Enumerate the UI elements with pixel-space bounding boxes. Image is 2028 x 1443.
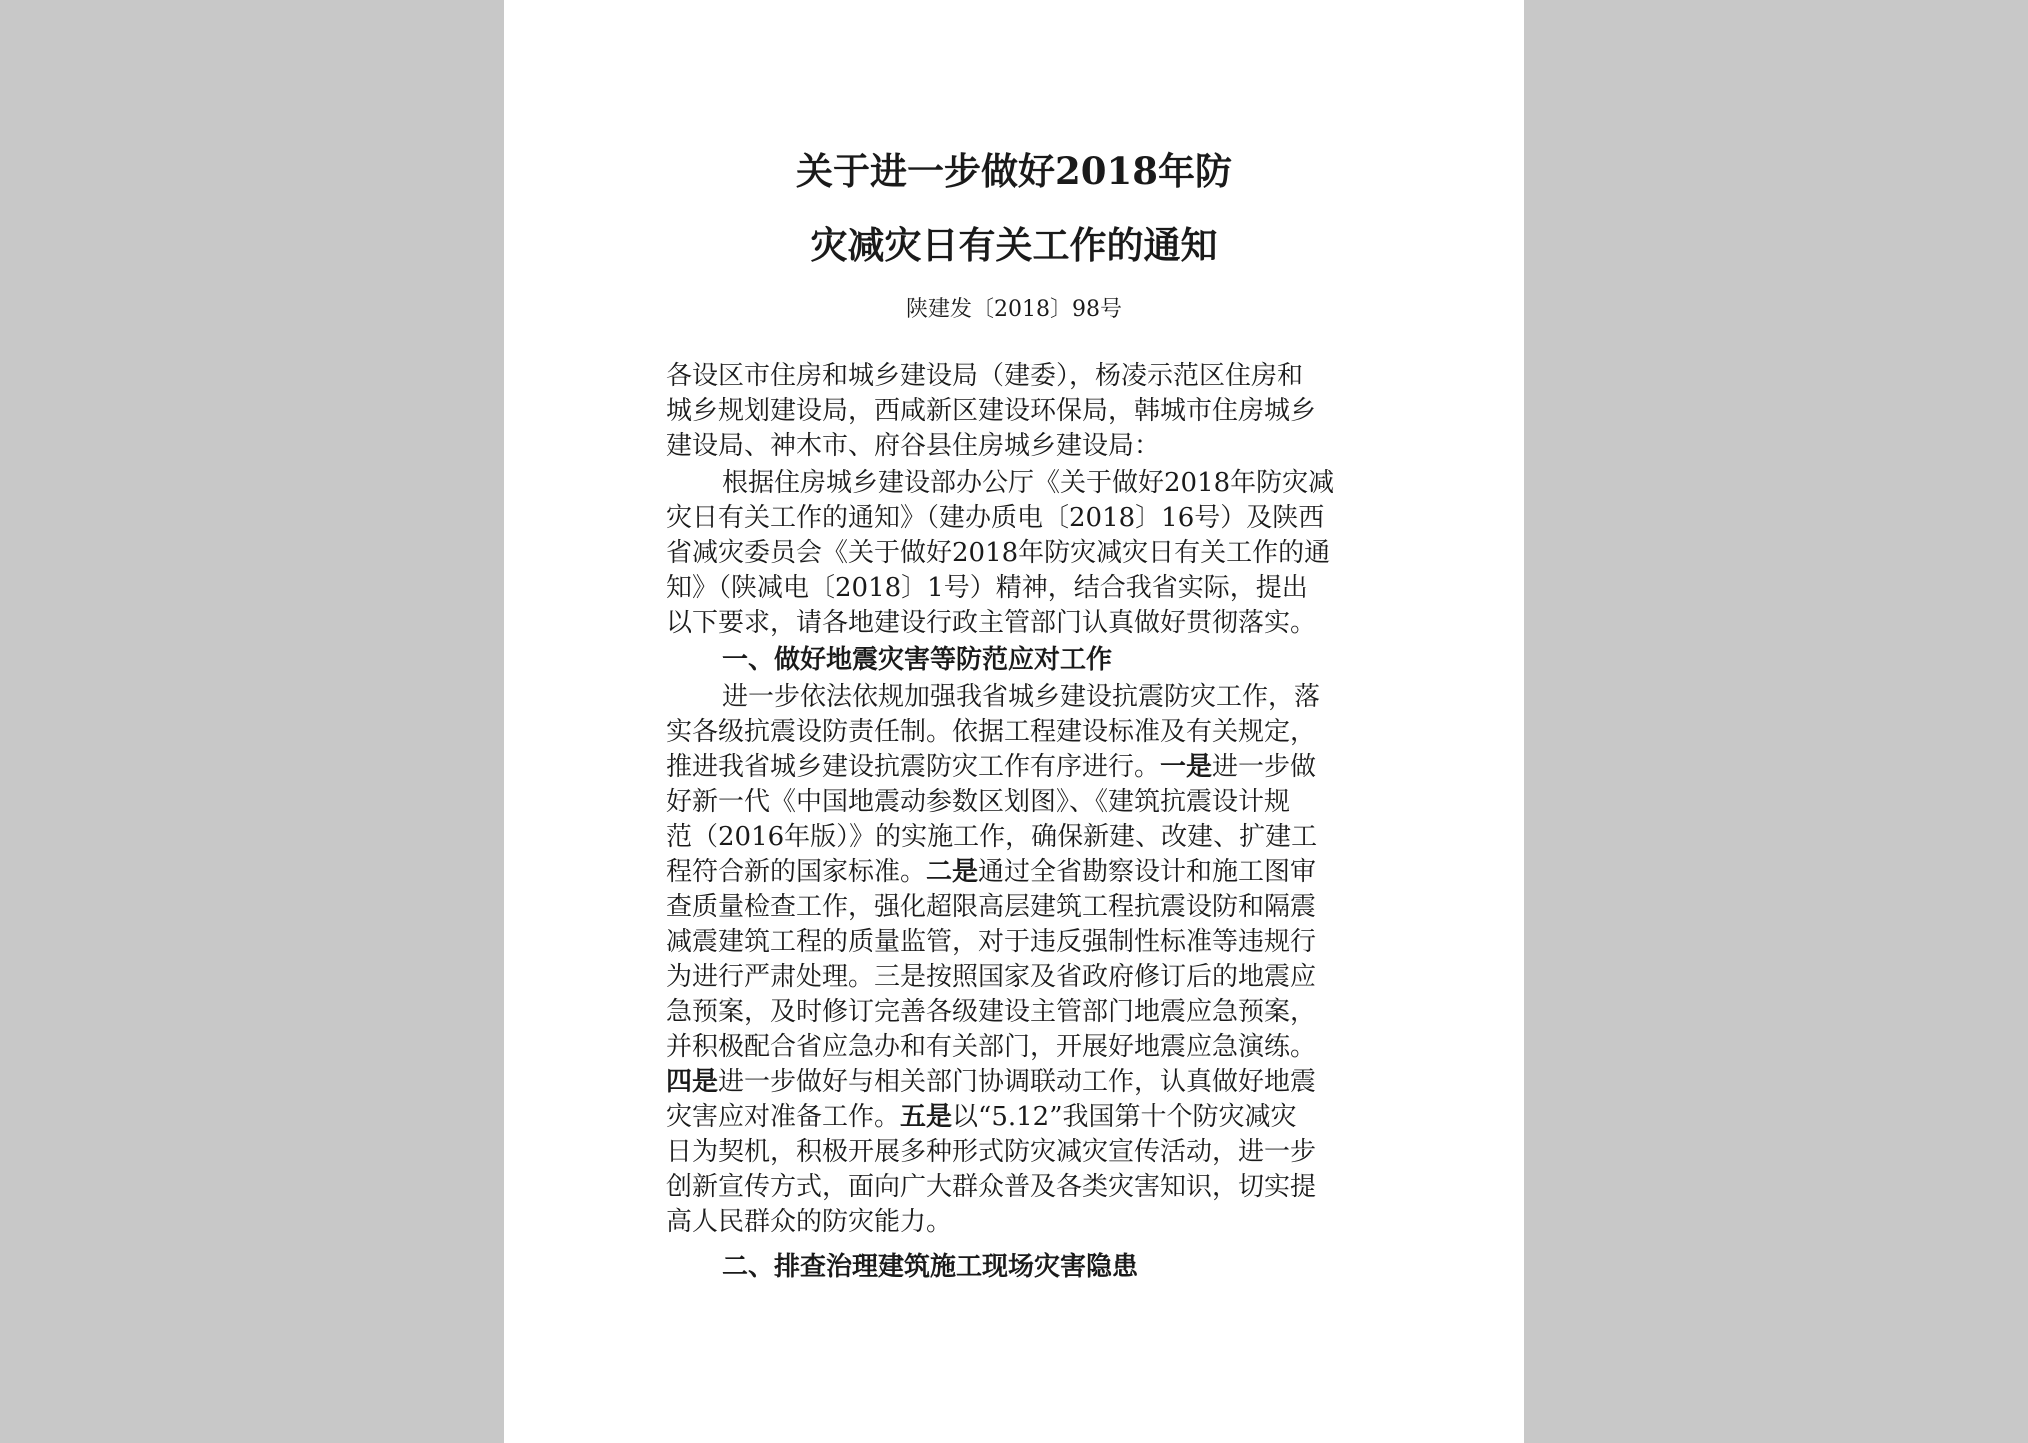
document-title-line-2: 灾减灾日有关工作的通知 — [810, 223, 1218, 267]
intro-line: 灾日有关工作的通知》（建办质电〔2018〕16号）及陕西 — [666, 503, 1325, 533]
section-1-line: 日为契机，积极开展多种形式防灾减灾宣传活动，进一步 — [666, 1137, 1317, 1167]
section-1-line: 并积极配合省应急办和有关部门，开展好地震应急演练。 — [666, 1032, 1317, 1062]
bold-marker: 二是 — [926, 857, 979, 887]
section-2-heading: 二、排查治理建筑施工现场灾害隐患 — [722, 1252, 1139, 1282]
intro-line: 知》（陕减电〔2018〕1号）精神，结合我省实际，提出 — [666, 573, 1308, 603]
text-run: 以“5.12”我国第十个防灾减灾 — [952, 1102, 1297, 1132]
section-1-line: 为进行严肃处理。三是按照国家及省政府修订后的地震应 — [666, 962, 1317, 992]
section-1-line — [666, 1100, 1297, 1135]
section-1-line: 查质量检查工作，强化超限高层建筑工程抗震设防和隔震 — [666, 892, 1317, 922]
intro-line: 以下要求，请各地建设行政主管部门认真做好贯彻落实。 — [666, 608, 1317, 638]
text-run: 推进我省城乡建设抗震防灾工作有序进行。 — [666, 752, 1161, 782]
text-run: 程符合新的国家标准。 — [666, 857, 927, 887]
bold-marker: 四是 — [666, 1067, 719, 1097]
intro-line: 省减灾委员会《关于做好2018年防灾减灾日有关工作的通 — [666, 538, 1331, 568]
bold-marker: 一是 — [1160, 752, 1213, 782]
section-1-line: 创新宣传方式，面向广大群众普及各类灾害知识，切实提 — [666, 1172, 1317, 1202]
section-1-line: 高人民群众的防灾能力。 — [666, 1207, 953, 1237]
section-1-line: 实各级抗震设防责任制。依据工程建设标准及有关规定， — [666, 717, 1317, 747]
document-number: 陕建发〔2018〕98号 — [906, 297, 1122, 322]
section-1-line: 急预案，及时修订完善各级建设主管部门地震应急预案， — [666, 997, 1317, 1027]
section-1-line — [666, 855, 1316, 890]
text-run: 灾害应对准备工作。 — [666, 1102, 901, 1132]
section-1-line — [666, 750, 1316, 785]
section-1-heading: 一、做好地震灾害等防范应对工作 — [722, 645, 1113, 675]
bold-marker: 五是 — [900, 1102, 953, 1132]
section-1-line: 进一步依法依规加强我省城乡建设抗震防灾工作，落 — [722, 682, 1321, 712]
document-title-line-1: 关于进一步做好2018年防 — [796, 149, 1232, 193]
addressee-line: 建设局、神木市、府谷县住房城乡建设局： — [666, 431, 1161, 461]
section-1-line: 好新一代《中国地震动参数区划图》、《建筑抗震设计规 — [666, 787, 1291, 817]
addressee-line: 城乡规划建设局，西咸新区建设环保局，韩城市住房城乡 — [666, 396, 1317, 426]
section-1-line: 范（2016年版）》的实施工作，确保新建、改建、扩建工 — [666, 822, 1318, 852]
section-1-line — [666, 1065, 1316, 1100]
text-run: 通过全省勘察设计和施工图审 — [978, 857, 1317, 887]
text-run: 进一步做 — [1212, 752, 1317, 782]
text-run: 进一步做好与相关部门协调联动工作，认真做好地震 — [718, 1067, 1317, 1097]
section-1-line: 减震建筑工程的质量监管，对于违反强制性标准等违规行 — [666, 927, 1317, 957]
addressee-line: 各设区市住房和城乡建设局（建委），杨凌示范区住房和 — [666, 361, 1304, 391]
intro-line: 根据住房城乡建设部办公厅《关于做好2018年防灾减 — [722, 468, 1335, 498]
document-page — [504, 0, 1524, 1443]
